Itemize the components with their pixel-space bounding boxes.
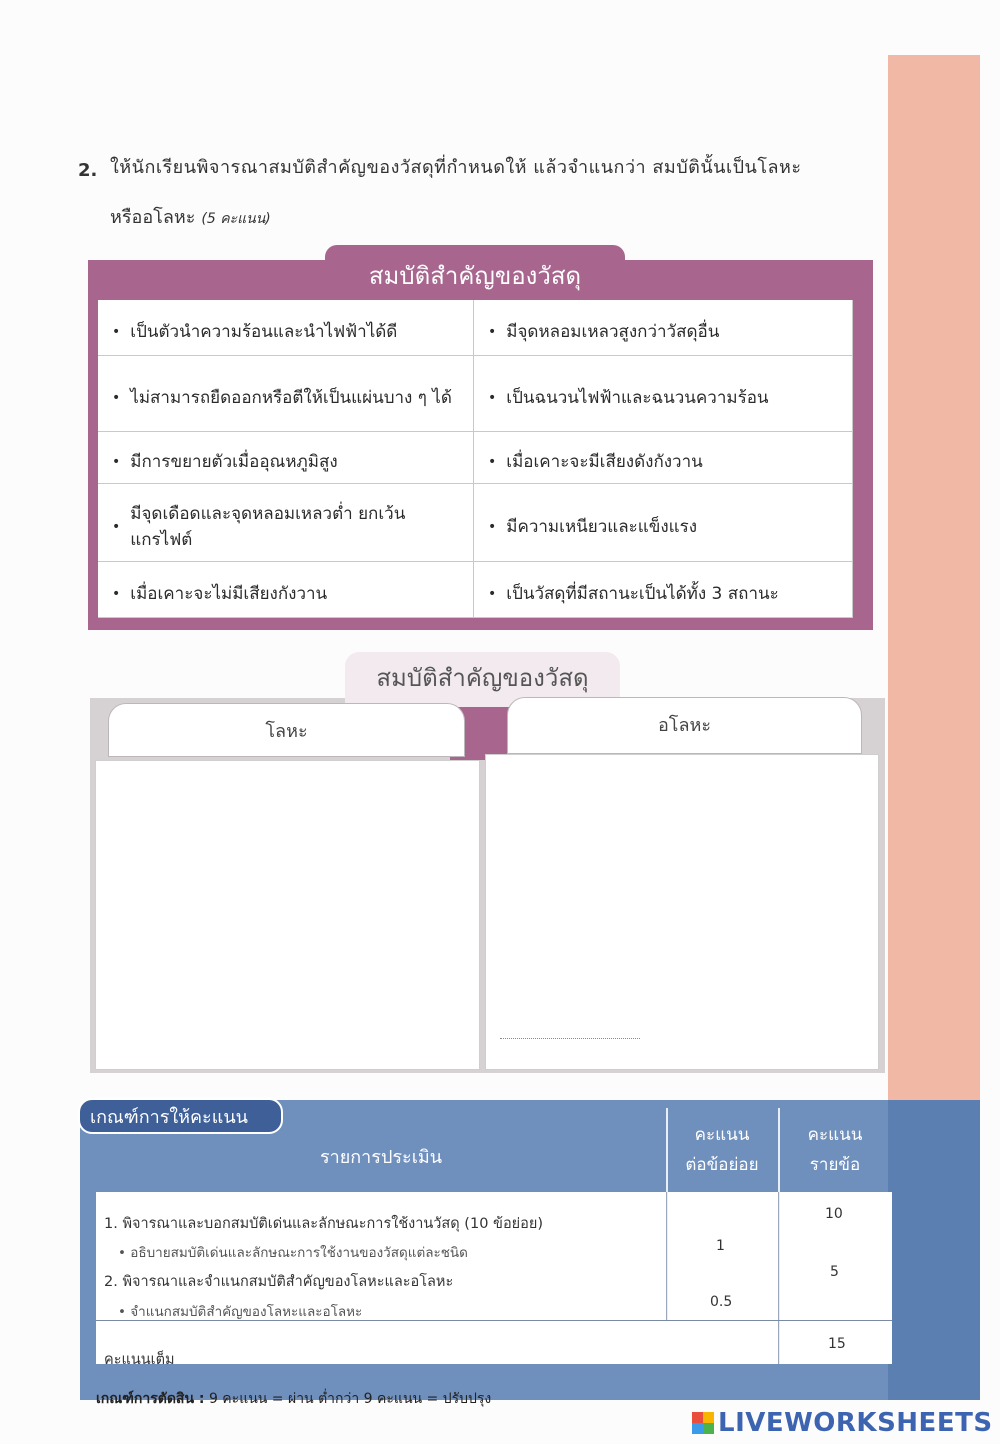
property-cell[interactable]: • เป็นฉนวนไฟฟ้าและฉนวนความร้อน: [474, 356, 853, 432]
bullet-icon: •: [112, 389, 121, 406]
property-cell[interactable]: • มีจุดเดือดและจุดหลอมเหลวต่ำ ยกเว้นแกรไฟต์: [98, 484, 474, 562]
criteria-tab: เกณฑ์การให้คะแนน: [78, 1098, 283, 1134]
row-2-sub-score: 0.5: [710, 1294, 733, 1310]
side-strip-blue: [888, 1100, 980, 1400]
metal-header: โลหะ: [108, 703, 465, 757]
property-cell[interactable]: • เมื่อเคาะจะมีเสียงดังกังวาน: [474, 432, 853, 484]
liveworksheets-logo: LIVEWORKSHEETS: [718, 1408, 993, 1438]
property-cell[interactable]: • มีจุดหลอมเหลวสูงกว่าวัสดุอื่น: [474, 300, 853, 356]
criteria-header-item: รายการประเมิน: [319, 1147, 443, 1168]
liveworksheets-logo-icon: [692, 1412, 714, 1434]
row-1-sub-score: 1: [716, 1238, 725, 1254]
property-cell[interactable]: • เป็นตัวนำความร้อนและนำไฟฟ้าได้ดี: [98, 300, 474, 356]
classify-table-title: สมบัติสำคัญของวัสดุ: [345, 652, 620, 707]
bullet-icon: •: [488, 323, 497, 340]
dotted-line: [500, 1038, 640, 1039]
question-text: ให้นักเรียนพิจารณาสมบัติสำคัญของวัสดุที่กำหนดให้ แล้วจำแนกว่า สมบัตินั้นเป็นโลหะ: [110, 157, 802, 178]
question-number: 2.: [78, 160, 98, 181]
criteria-row-2: 2. พิจารณาและจำแนกสมบัติสำคัญของโลหะและอโลหะ: [104, 1274, 454, 1290]
bullet-icon: •: [488, 389, 497, 406]
bullet-icon: •: [488, 453, 497, 470]
criteria-row-1: 1. พิจารณาและบอกสมบัติเด่นและลักษณะการใช้งานวัสดุ (10 ข้อย่อย): [104, 1216, 544, 1232]
property-cell[interactable]: • เมื่อเคาะจะไม่มีเสียงกังวาน: [98, 562, 474, 618]
bullet-icon: •: [488, 585, 497, 602]
side-strip-peach: [888, 55, 980, 1105]
question-text-line2: หรืออโลหะ (5 คะแนน): [110, 207, 271, 228]
row-2-total: 5: [830, 1264, 839, 1280]
criteria-header-total: คะแนน รายข้อ: [807, 1125, 863, 1175]
row-1-total: 10: [825, 1206, 843, 1222]
full-score-label: คะแนนเต็ม: [104, 1352, 175, 1368]
bullet-icon: •: [112, 585, 121, 602]
properties-table-title: สมบัติสำคัญของวัสดุ: [325, 245, 625, 305]
criteria-row-1-sub: • อธิบายสมบัติเด่นและลักษณะการใช้งานของวัสดุแต่ละชนิด: [118, 1245, 468, 1261]
column-divider: [666, 1192, 667, 1320]
column-divider: [778, 1192, 779, 1364]
bullet-icon: •: [112, 453, 121, 470]
nonmetal-header: อโลหะ: [507, 697, 862, 754]
bullet-icon: •: [112, 518, 121, 535]
bullet-icon: •: [112, 323, 121, 340]
full-score-value: 15: [828, 1336, 846, 1352]
criteria-row-2-sub: • จำแนกสมบัติสำคัญของโลหะและอโลหะ: [118, 1304, 363, 1320]
property-cell[interactable]: • ไม่สามารถยืดออกหรือตีให้เป็นแผ่นบาง ๆ ได้: [98, 356, 474, 432]
metal-drop-zone[interactable]: [95, 760, 480, 1070]
judgement: เกณฑ์การตัดสิน : 9 คะแนน = ผ่าน ต่ำกว่า 9 คะแนน = ปรับปรุง: [96, 1391, 492, 1407]
property-cell[interactable]: • มีความเหนียวและแข็งแรง: [474, 484, 853, 562]
property-cell[interactable]: • เป็นวัสดุที่มีสถานะเป็นได้ทั้ง 3 สถานะ: [474, 562, 853, 618]
nonmetal-drop-zone[interactable]: [485, 754, 879, 1070]
question-score: (5 คะแนน): [201, 211, 271, 227]
properties-table: [98, 300, 853, 618]
bullet-icon: •: [488, 518, 497, 535]
property-cell[interactable]: • มีการขยายตัวเมื่ออุณหภูมิสูง: [98, 432, 474, 484]
criteria-header-sub: คะแนน ต่อข้อย่อย: [685, 1125, 759, 1175]
